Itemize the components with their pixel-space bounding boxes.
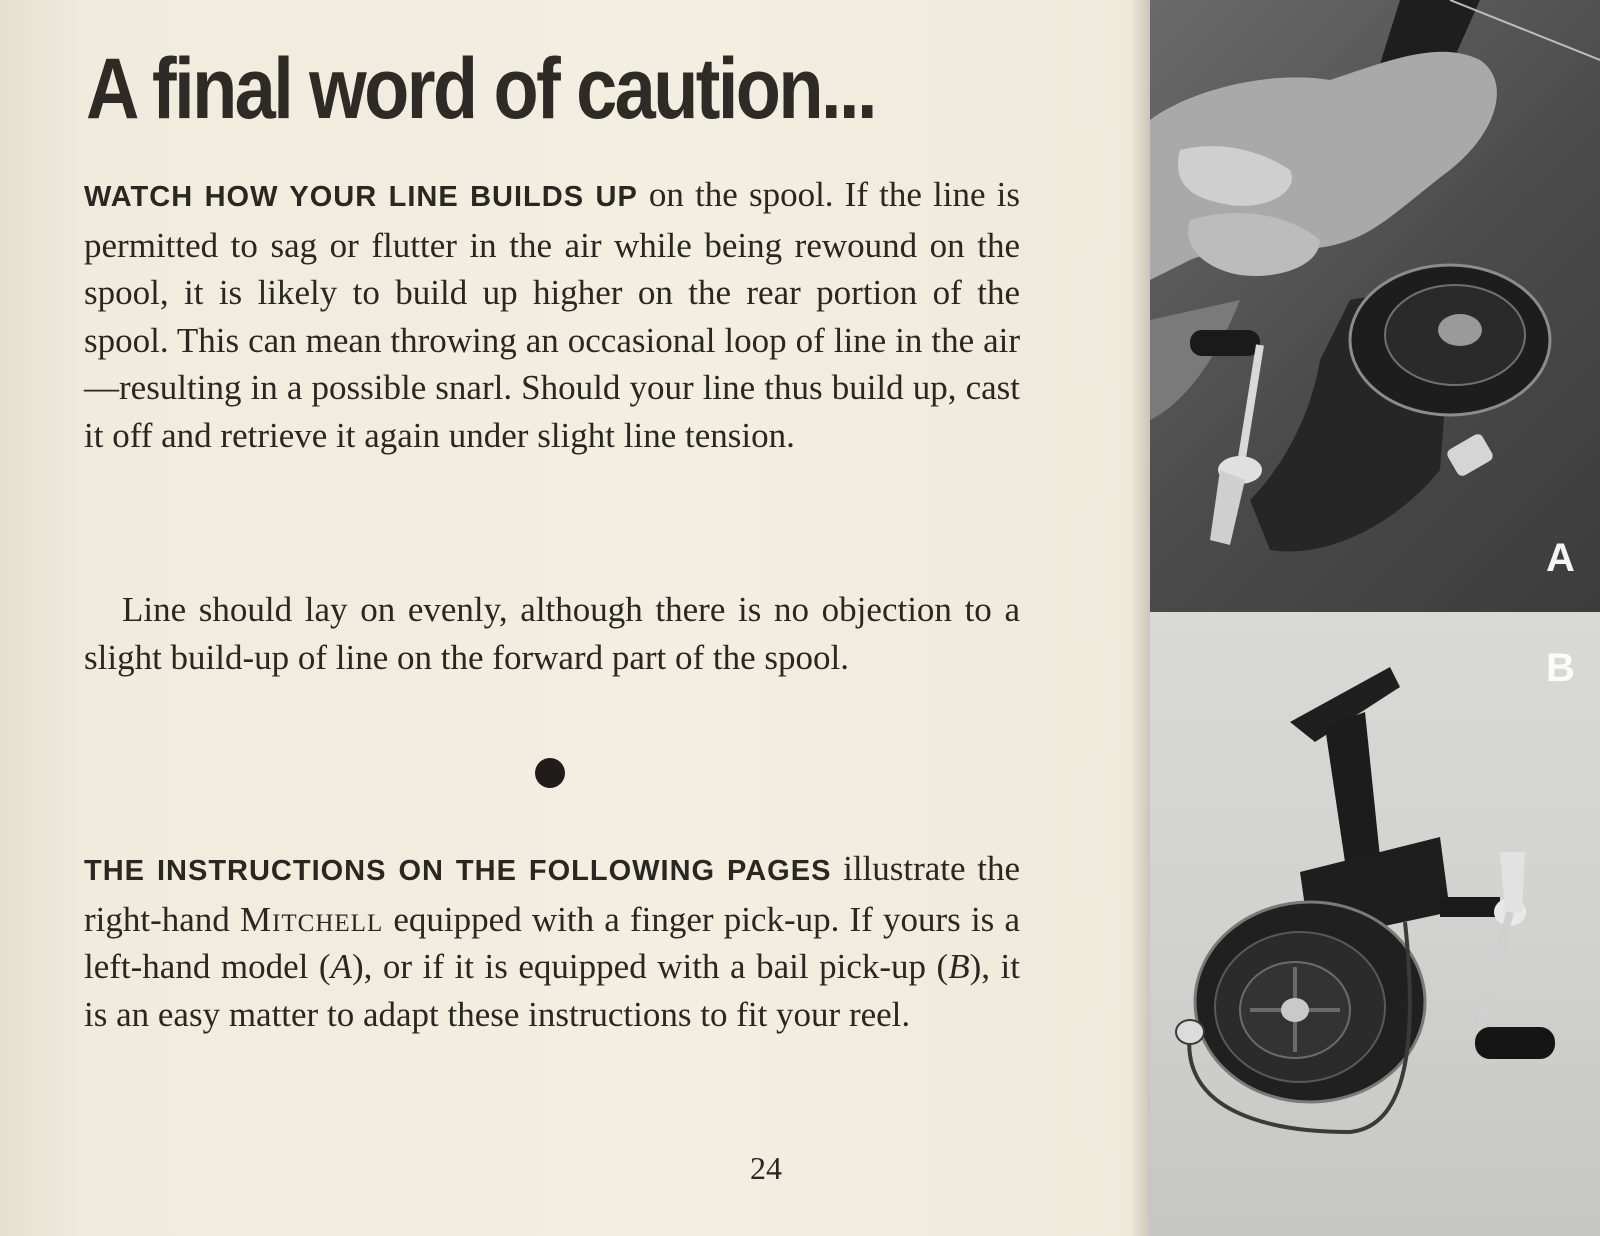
page-title: A final word of caution... [86, 41, 875, 137]
figure-ref-b: B [948, 947, 970, 986]
photo-column [1150, 0, 1600, 1236]
reel-a-illustration [1150, 0, 1600, 612]
paragraph-text: on the spool. If the line is permitted to sag or flutter in the air while being rewound on the spool, it is likely to build up higher on the rear portion of the spool. This can mean throwing an occasional loop of line in the air—resulting in a possible snarl. Should your line thus build up, cast it off and retrieve it again under slight line tension. [84, 175, 1020, 455]
paragraph-text: ), it is an easy matter to adapt these instructions to fit your reel. [84, 947, 1021, 1034]
photo-bail-reel [1150, 612, 1600, 1236]
photo-label-b: B [1546, 646, 1575, 690]
paragraph-lead: THE INSTRUCTIONS ON THE FOLLOWING PAGES [84, 855, 832, 887]
paragraph-text: ), or if it is equipped with a bail pick-up ( [351, 947, 949, 986]
brand-name: Mitchell [239, 899, 384, 939]
paragraph-text: illustrate the right-hand [84, 849, 1020, 939]
paragraph-even-lay: Line should lay on evenly, although there is no objection to a slight build-up of line on the forward part of the spool. [84, 590, 1020, 677]
paragraph-lead: WATCH HOW YOUR LINE BUILDS UP [84, 181, 638, 213]
section-bullet [535, 758, 565, 788]
photo-left-hand-reel [1150, 0, 1600, 612]
figure-ref-a: A [330, 947, 352, 986]
reel-b-illustration [1150, 612, 1600, 1236]
paragraph-instructions [84, 845, 1020, 1038]
paragraph-text: equipped with a finger pick-up. If yours is a left-hand model ( [84, 899, 1020, 986]
page-number: 24 [750, 1150, 782, 1186]
paragraph-line-build-up [84, 171, 1020, 459]
photo-label-a: A [1546, 536, 1575, 580]
